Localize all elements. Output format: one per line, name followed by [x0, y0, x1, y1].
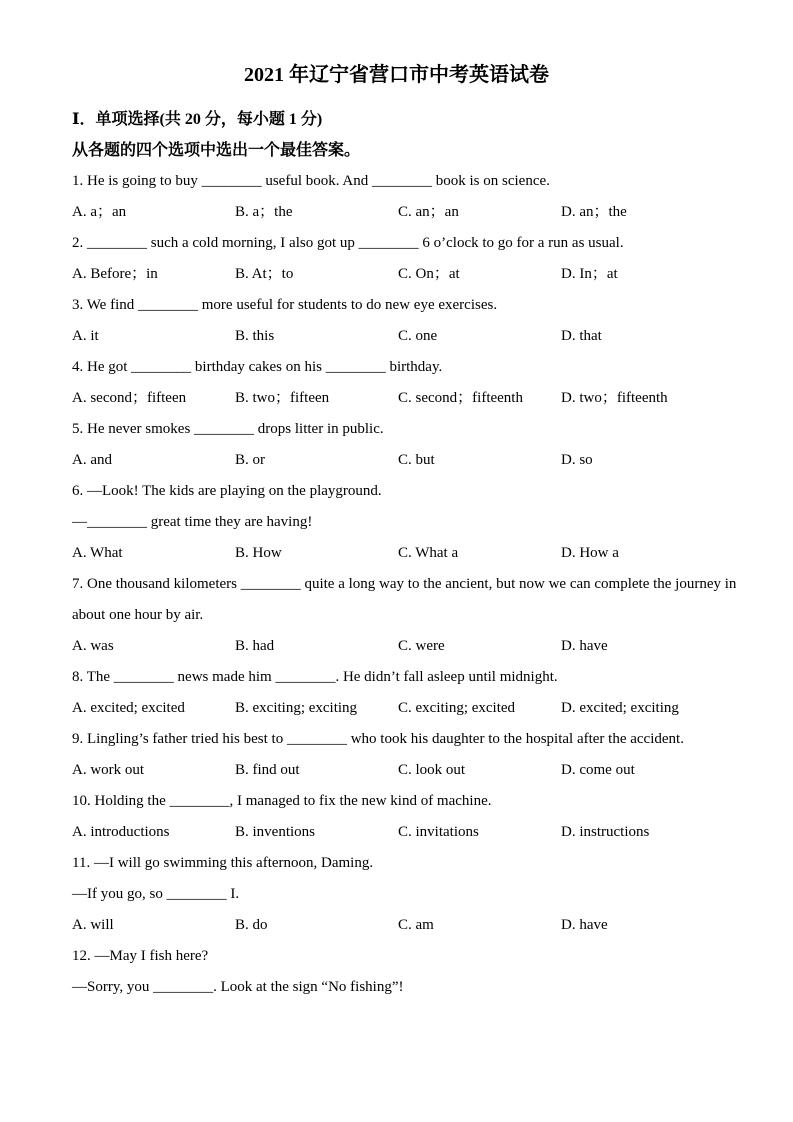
question-7-text: about one hour by air. — [72, 607, 204, 623]
question-options-row — [72, 631, 721, 662]
question-8 — [72, 662, 721, 724]
question-8-option-c: C. exciting; excited — [398, 700, 516, 716]
question-5-option-a: A. and — [72, 452, 112, 468]
question-text-lines — [72, 941, 721, 1003]
question-7-option-b: B. had — [235, 638, 275, 654]
question-options-row — [72, 445, 721, 476]
question-1-option-a: A. a；an — [72, 204, 127, 220]
question-11 — [72, 848, 721, 941]
question-1-option-b: B. a；the — [235, 204, 293, 220]
question-2-option-b: B. At；to — [235, 266, 294, 282]
question-9 — [72, 724, 721, 786]
question-11-option-b: B. do — [235, 917, 268, 933]
question-6 — [72, 476, 721, 569]
question-11-option-d: D. have — [561, 917, 608, 933]
question-8-option-a: A. excited; excited — [72, 700, 185, 716]
question-text-lines — [72, 569, 737, 631]
question-7-option-d: D. have — [561, 638, 608, 654]
question-5-option-b: B. or — [235, 452, 265, 468]
question-5-option-c: C. but — [398, 452, 435, 468]
question-6-option-b: B. How — [235, 545, 282, 561]
question-options-row — [72, 910, 721, 941]
question-text-lines — [72, 228, 721, 259]
question-10 — [72, 786, 721, 848]
question-3-option-c: C. one — [398, 328, 438, 344]
question-3 — [72, 290, 721, 352]
question-10-text: 10. Holding the ________, I managed to fix the new kind of machine. — [72, 793, 492, 809]
question-10-option-c: C. invitations — [398, 824, 479, 840]
question-options-row — [72, 693, 721, 724]
question-options-row — [72, 259, 721, 290]
question-4 — [72, 352, 721, 414]
question-options-row — [72, 755, 721, 786]
section-header: Ⅰ．单项选择(共 20 分，每小题 1 分) — [72, 111, 323, 128]
question-9-option-c: C. look out — [398, 762, 466, 778]
question-4-text: 4. He got ________ birthday cakes on his ________ birthday. — [72, 359, 443, 375]
question-3-option-d: D. that — [561, 328, 602, 344]
question-2-option-c: C. On；at — [398, 266, 460, 282]
question-9-text: 9. Lingling’s father tried his best to ________ who took his daughter to the hospital after the accident. — [72, 731, 684, 747]
question-7-option-a: A. was — [72, 638, 114, 654]
question-8-option-d: D. excited; exciting — [561, 700, 679, 716]
question-11-option-c: C. am — [398, 917, 434, 933]
question-12-text: —Sorry, you ________. Look at the sign “No fishing”! — [72, 979, 404, 995]
question-options-row — [72, 538, 721, 569]
question-options-row — [72, 383, 721, 414]
question-text-lines — [72, 414, 721, 445]
question-10-option-d: D. instructions — [561, 824, 650, 840]
question-6-option-c: C. What a — [398, 545, 459, 561]
question-text-lines — [72, 476, 721, 538]
question-text-lines — [72, 724, 721, 755]
question-1 — [72, 166, 721, 228]
question-12 — [72, 941, 721, 1003]
question-options-row — [72, 817, 721, 848]
question-6-option-a: A. What — [72, 545, 123, 561]
question-text-lines — [72, 662, 721, 693]
page-title: 2021 年辽宁省营口市中考英语试卷 — [244, 64, 549, 86]
question-4-option-a: A. second；fifteen — [72, 390, 187, 406]
question-9-option-b: B. find out — [235, 762, 300, 778]
question-1-option-c: C. an；an — [398, 204, 459, 220]
question-11-text: 11. —I will go swimming this afternoon, Daming. — [72, 855, 374, 871]
question-6-text: 6. —Look! The kids are playing on the playground. — [72, 483, 382, 499]
question-text-lines — [72, 166, 721, 197]
question-4-option-d: D. two；fifteenth — [561, 390, 668, 406]
question-11-option-a: A. will — [72, 917, 114, 933]
question-11-text: —If you go, so ________ I. — [72, 886, 240, 902]
question-4-option-b: B. two；fifteen — [235, 390, 330, 406]
question-text-lines — [72, 786, 721, 817]
question-7-option-c: C. were — [398, 638, 445, 654]
question-text-lines — [72, 352, 721, 383]
question-2-option-a: A. Before；in — [72, 266, 158, 282]
question-5-option-d: D. so — [561, 452, 593, 468]
question-1-text: 1. He is going to buy ________ useful book. And ________ book is on science. — [72, 173, 550, 189]
question-6-option-d: D. How a — [561, 545, 619, 561]
question-2-text: 2. ________ such a cold morning, I also got up ________ 6 o’clock to go for a run as usual. — [72, 235, 624, 251]
question-5 — [72, 414, 721, 476]
question-3-option-b: B. this — [235, 328, 275, 344]
question-text-lines — [72, 848, 721, 910]
question-7 — [72, 569, 737, 662]
instruction: 从各题的四个选项中选出一个最佳答案。 — [72, 142, 361, 159]
question-1-option-d: D. an；the — [561, 204, 627, 220]
question-4-option-c: C. second；fifteenth — [398, 390, 523, 406]
question-9-option-a: A. work out — [72, 762, 145, 778]
question-3-text: 3. We find ________ more useful for students to do new eye exercises. — [72, 297, 498, 313]
question-options-row — [72, 321, 721, 352]
question-2 — [72, 228, 721, 290]
questions-list — [72, 166, 737, 1003]
question-10-option-b: B. inventions — [235, 824, 316, 840]
question-5-text: 5. He never smokes ________ drops litter in public. — [72, 421, 384, 437]
question-options-row — [72, 197, 721, 228]
question-7-text: 7. One thousand kilometers ________ quite a long way to the ancient, but now we can complete the journey in — [72, 576, 737, 592]
question-text-lines — [72, 290, 721, 321]
question-8-option-b: B. exciting; exciting — [235, 700, 358, 716]
question-12-text: 12. —May I fish here? — [72, 948, 209, 964]
question-10-option-a: A. introductions — [72, 824, 170, 840]
question-3-option-a: A. it — [72, 328, 99, 344]
question-2-option-d: D. In；at — [561, 266, 618, 282]
question-8-text: 8. The ________ news made him ________. He didn’t fall asleep until midnight. — [72, 669, 558, 685]
question-9-option-d: D. come out — [561, 762, 635, 778]
question-6-text: —________ great time they are having! — [72, 514, 313, 530]
